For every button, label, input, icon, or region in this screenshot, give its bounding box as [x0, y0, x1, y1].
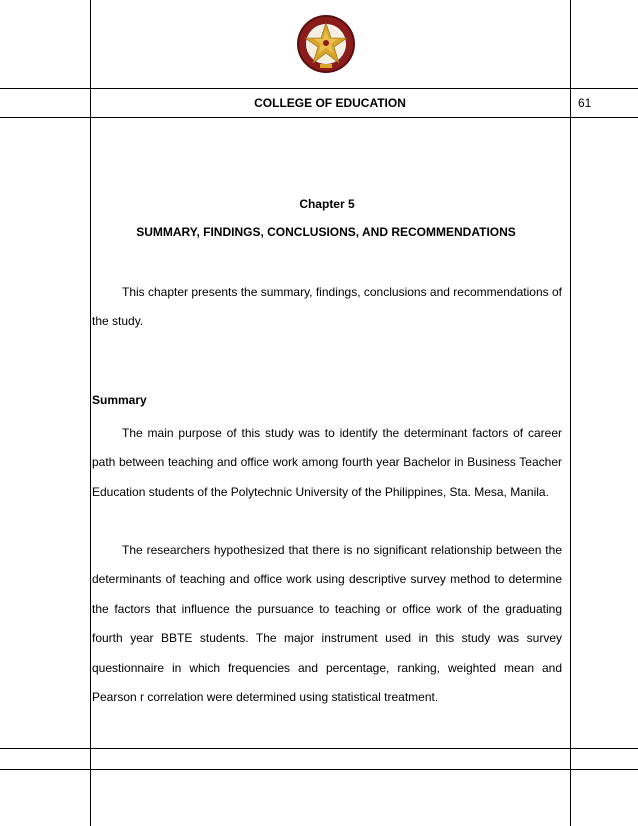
left-margin-line: [90, 0, 91, 826]
summary-paragraph-2: The researchers hypothesized that there is no significant relationship between the determinants of teaching and office work using descriptive survey method to determine the factors that influence the pursuance to teaching or office work of the graduating fourth year BBTE students. The major instrument used in this study was survey questionnaire in which frequencies and percentage, ranking, weighted mean and Pearson r correlation were determined using statistical treatment.: [92, 543, 562, 705]
header-bottom-rule: [0, 117, 638, 118]
chapter-subtitle: SUMMARY, FINDINGS, CONCLUSIONS, AND RECOMMENDATIONS: [136, 225, 516, 239]
header-title: COLLEGE OF EDUCATION: [254, 96, 406, 110]
footer-top-rule: [0, 748, 638, 749]
right-margin-line: [570, 0, 571, 826]
header-top-rule: [0, 88, 638, 89]
summary-heading: Summary: [92, 393, 147, 407]
intro-paragraph: This chapter presents the summary, findings, conclusions and recommendations of the study.: [92, 285, 562, 329]
page-number: 61: [578, 96, 592, 110]
chapter-title: Chapter 5: [299, 197, 355, 211]
summary-paragraph-1: The main purpose of this study was to identify the determinant factors of career path between teaching and office work among fourth year Bachelor in Business Teacher Education students of the Polytechnic University of the Philippines, Sta. Mesa, Manila.: [92, 426, 562, 499]
footer-bottom-rule: [0, 769, 638, 770]
university-seal-logo: [296, 14, 356, 74]
